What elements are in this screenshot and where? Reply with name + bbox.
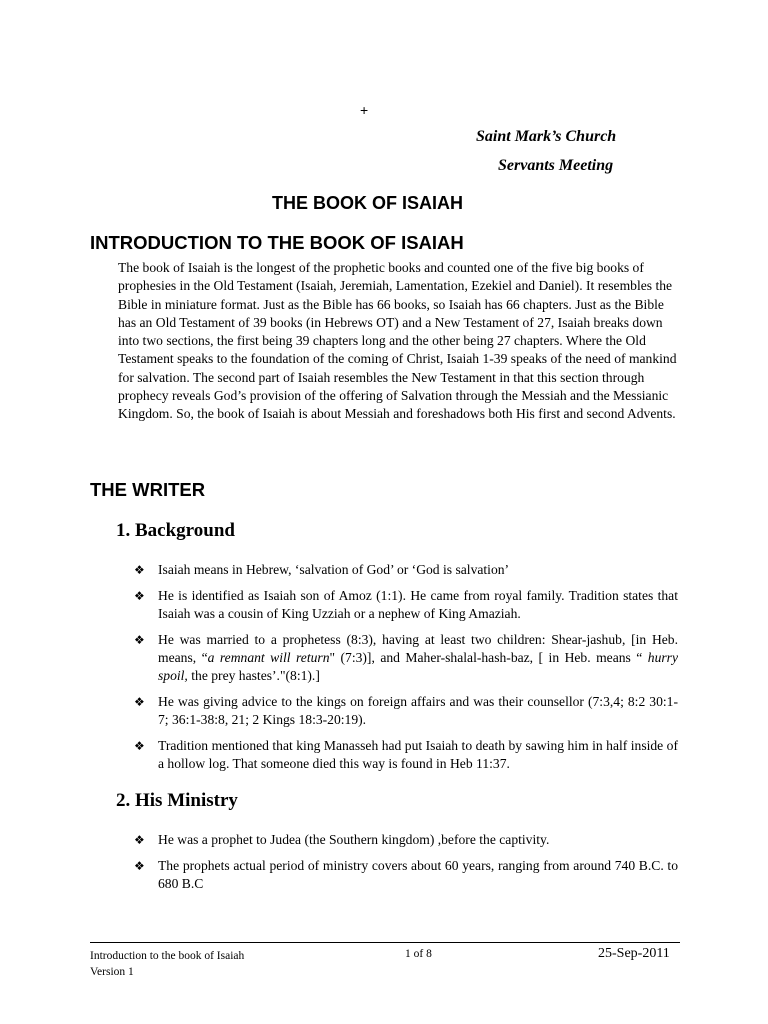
list-item (134, 857, 678, 893)
meeting-name: Servants Meeting (498, 157, 614, 174)
list-item (134, 631, 678, 685)
church-name: Saint Mark’s Church (476, 128, 617, 145)
header-cross: + (360, 102, 369, 118)
background-bullet-list (134, 561, 678, 781)
list-item-text (158, 632, 678, 683)
footer-version: Version 1 (90, 966, 134, 978)
introduction-paragraph: The book of Isaiah is the longest of the prophetic books and counted one of the five big books of prophesies in the Old Testament (Isaiah, Jeremiah, Lamentation, Ezekiel and Daniel). It resembles the Bible in miniature format. Just as the Bible has 66 books, so Isaiah has 66 chapters. Just as the Bible has an Old Testament of 39 books (in Hebrews OT) and a New Testament of 27, Isaiah breaks down into two sections, the first being 39 chapters long and the other being 27 chapters. Where the Old Testament speaks to the foundation of the coming of Christ, Isaiah 1-39 speaks of the need of mankind for salvation. The second part of Isaiah resembles the New Testament in that this section through prophecy reveals God’s provision of the offering of Salvation through the Messiah and the Messianic Kingdom. So, the book of Isaiah is about Messiah and foreshadows both His first and second Advents. (118, 260, 677, 422)
italic-segment: a remnant will return (207, 650, 330, 665)
diamond-bullet-icon: ❖ (134, 589, 145, 603)
footer-date: 25-Sep-2011 (598, 946, 670, 961)
diamond-bullet-icon: ❖ (134, 833, 145, 847)
diamond-bullet-icon: ❖ (134, 633, 145, 647)
list-item-text: The prophets actual period of ministry covers about 60 years, ranging from around 740 B.C. to 680 B.C (158, 858, 678, 891)
ministry-bullet-list (134, 831, 678, 901)
list-item-text: He was giving advice to the kings on foreign affairs and was their counsellor (7:3,4; 8:2 30:1-7; 36:1-38:8, 21; 2 Kings 18:3-20:19). (158, 694, 678, 727)
list-item (134, 587, 678, 623)
list-item-text: He is identified as Isaiah son of Amoz (1:1). He came from royal family. Tradition states that Isaiah was a cousin of King Uzziah or a nephew of King Amaziah. (158, 588, 678, 621)
list-item (134, 737, 678, 773)
list-item-text: Tradition mentioned that king Manasseh had put Isaiah to death by sawing him in half inside of a hollow log. That someone died this way is found in Heb 11:37. (158, 738, 678, 771)
diamond-bullet-icon: ❖ (134, 695, 145, 709)
footer-left (90, 948, 244, 980)
list-item-text: Isaiah means in Hebrew, ‘salvation of God’ or ‘God is salvation’ (158, 562, 510, 577)
list-item (134, 831, 678, 849)
writer-heading: THE WRITER (90, 479, 206, 500)
list-item-text: He was a prophet to Judea (the Southern kingdom) ,before the captivity. (158, 832, 550, 847)
text-segment: the prey hastes’."(8:1).] (187, 668, 320, 683)
document-title: THE BOOK OF ISAIAH (272, 193, 464, 213)
footer-doc-title: Introduction to the book of Isaiah (90, 950, 245, 962)
diamond-bullet-icon: ❖ (134, 739, 145, 753)
ministry-subheading: 2. His Ministry (116, 790, 238, 811)
list-item (134, 693, 678, 729)
diamond-bullet-icon: ❖ (134, 859, 145, 873)
background-subheading: 1. Background (116, 520, 235, 541)
list-item (134, 561, 678, 579)
text-segment: He was married to a prophetess (8:3), having at least two children: Shear-jashub, [in Heb. means, “ (158, 632, 678, 665)
italic-segment: hurry spoil, (158, 650, 678, 683)
footer-page-number: 1 of 8 (405, 948, 432, 960)
footer-divider (90, 942, 680, 943)
text-segment: " (7:3)], and Maher-shalal-hash-baz, [ in Heb. means “ (329, 650, 648, 665)
introduction-heading: INTRODUCTION TO THE BOOK OF ISAIAH (90, 232, 464, 253)
diamond-bullet-icon: ❖ (134, 563, 145, 577)
